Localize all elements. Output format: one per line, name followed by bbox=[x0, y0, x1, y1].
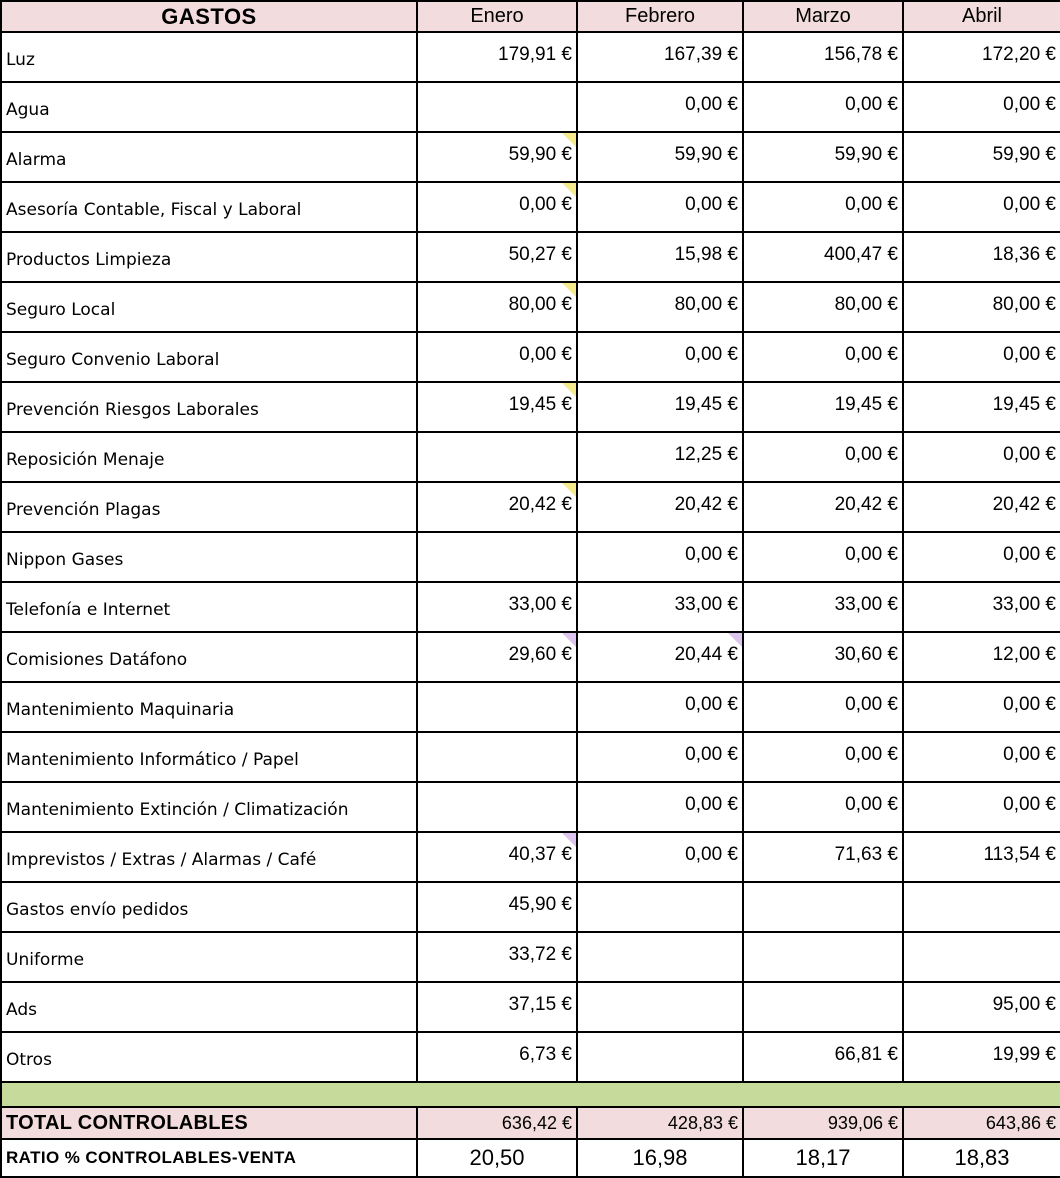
total-value-cell-marzo[interactable]: 939,06 € bbox=[743, 1107, 903, 1139]
expense-label-cell[interactable]: Mantenimiento Maquinaria bbox=[1, 682, 417, 732]
expense-value-cell-marzo[interactable] bbox=[743, 982, 903, 1032]
expense-value-cell-abril[interactable]: 0,00 € bbox=[903, 682, 1060, 732]
expense-value-cell-enero[interactable]: 179,91 € bbox=[417, 32, 577, 82]
month-header-enero[interactable]: Enero bbox=[417, 1, 577, 32]
expense-value-cell-febrero[interactable]: 0,00 € bbox=[577, 832, 743, 882]
expense-label-cell[interactable]: Imprevistos / Extras / Alarmas / Café bbox=[1, 832, 417, 882]
expense-label-cell[interactable]: Agua bbox=[1, 82, 417, 132]
month-header-abril[interactable]: Abril bbox=[903, 1, 1060, 32]
separator-row bbox=[1, 1082, 1060, 1107]
expense-value-cell-marzo[interactable] bbox=[743, 882, 903, 932]
header-row bbox=[1, 1, 1060, 32]
table-row bbox=[1, 482, 1060, 532]
expense-label-cell[interactable]: Seguro Local bbox=[1, 282, 417, 332]
total-value-cell-febrero[interactable]: 428,83 € bbox=[577, 1107, 743, 1139]
table-row bbox=[1, 932, 1060, 982]
comment-indicator-icon[interactable] bbox=[562, 383, 576, 397]
expense-value-cell-enero[interactable] bbox=[417, 432, 577, 482]
expense-value-cell-enero[interactable]: 37,15 € bbox=[417, 982, 577, 1032]
expense-value-cell-marzo[interactable]: 0,00 € bbox=[743, 532, 903, 582]
comment-indicator-icon[interactable] bbox=[728, 633, 742, 647]
total-label-cell[interactable]: TOTAL CONTROLABLES bbox=[1, 1107, 417, 1139]
expense-value-cell-febrero[interactable] bbox=[577, 932, 743, 982]
expense-value-cell-febrero[interactable]: 80,00 € bbox=[577, 282, 743, 332]
expense-value-cell-febrero[interactable] bbox=[577, 982, 743, 1032]
expense-value-cell-abril[interactable]: 0,00 € bbox=[903, 732, 1060, 782]
table-row bbox=[1, 132, 1060, 182]
expense-value-cell-febrero[interactable] bbox=[577, 882, 743, 932]
expense-value-cell-febrero[interactable]: 0,00 € bbox=[577, 532, 743, 582]
expense-value-cell-abril[interactable]: 0,00 € bbox=[903, 332, 1060, 382]
total-row bbox=[1, 1107, 1060, 1139]
comment-indicator-icon[interactable] bbox=[562, 633, 576, 647]
expense-value-cell-enero[interactable]: 33,00 € bbox=[417, 582, 577, 632]
expense-value-cell-abril[interactable]: 0,00 € bbox=[903, 82, 1060, 132]
table-row bbox=[1, 682, 1060, 732]
expense-value-cell-febrero[interactable]: 0,00 € bbox=[577, 732, 743, 782]
expense-value-cell-abril[interactable]: 0,00 € bbox=[903, 182, 1060, 232]
comment-indicator-icon[interactable] bbox=[562, 833, 576, 847]
expense-value-cell-febrero[interactable]: 59,90 € bbox=[577, 132, 743, 182]
expense-value-cell-abril[interactable] bbox=[903, 932, 1060, 982]
expense-label-cell[interactable]: Prevención Plagas bbox=[1, 482, 417, 532]
expense-value-cell-marzo[interactable]: 0,00 € bbox=[743, 782, 903, 832]
total-value-cell-abril[interactable]: 643,86 € bbox=[903, 1107, 1060, 1139]
table-row bbox=[1, 732, 1060, 782]
table-row bbox=[1, 632, 1060, 682]
expense-value-cell-abril[interactable]: 12,00 € bbox=[903, 632, 1060, 682]
table-row bbox=[1, 1032, 1060, 1082]
expense-label-cell[interactable]: Ads bbox=[1, 982, 417, 1032]
ratio-label-cell[interactable]: RATIO % CONTROLABLES-VENTA bbox=[1, 1139, 417, 1177]
expense-value-cell-febrero[interactable]: 0,00 € bbox=[577, 782, 743, 832]
expense-value-cell-enero[interactable]: 0,00 € bbox=[417, 332, 577, 382]
expense-value-cell-marzo[interactable]: 80,00 € bbox=[743, 282, 903, 332]
expense-value-cell-enero[interactable]: 20,42 € bbox=[417, 482, 577, 532]
expense-value-cell-marzo[interactable]: 59,90 € bbox=[743, 132, 903, 182]
expense-value-cell-abril[interactable]: 19,99 € bbox=[903, 1032, 1060, 1082]
expense-label-cell[interactable]: Uniforme bbox=[1, 932, 417, 982]
expense-value-cell-marzo[interactable]: 0,00 € bbox=[743, 332, 903, 382]
expense-value-cell-marzo[interactable]: 0,00 € bbox=[743, 732, 903, 782]
expense-value-cell-abril[interactable]: 172,20 € bbox=[903, 32, 1060, 82]
expense-value-cell-abril[interactable]: 19,45 € bbox=[903, 382, 1060, 432]
expense-value-cell-abril[interactable]: 59,90 € bbox=[903, 132, 1060, 182]
expense-value-cell-abril[interactable]: 20,42 € bbox=[903, 482, 1060, 532]
expense-value-cell-febrero[interactable]: 0,00 € bbox=[577, 82, 743, 132]
table-row bbox=[1, 382, 1060, 432]
expense-value-cell-marzo[interactable]: 156,78 € bbox=[743, 32, 903, 82]
comment-indicator-icon[interactable] bbox=[562, 183, 576, 197]
expense-label-cell[interactable]: Asesoría Contable, Fiscal y Laboral bbox=[1, 182, 417, 232]
expense-value-cell-marzo[interactable]: 0,00 € bbox=[743, 432, 903, 482]
separator-cell[interactable] bbox=[1, 1082, 1060, 1107]
table-row bbox=[1, 32, 1060, 82]
expense-label-cell[interactable]: Seguro Convenio Laboral bbox=[1, 332, 417, 382]
expense-value-cell-abril[interactable] bbox=[903, 882, 1060, 932]
expense-value-cell-abril[interactable]: 80,00 € bbox=[903, 282, 1060, 332]
comment-indicator-icon[interactable] bbox=[562, 133, 576, 147]
expense-value-cell-enero[interactable]: 45,90 € bbox=[417, 882, 577, 932]
expense-label-cell[interactable]: Reposición Menaje bbox=[1, 432, 417, 482]
expense-value-cell-abril[interactable]: 0,00 € bbox=[903, 782, 1060, 832]
expense-value-cell-enero[interactable]: 50,27 € bbox=[417, 232, 577, 282]
table-row bbox=[1, 582, 1060, 632]
expense-label-cell[interactable]: Prevención Riesgos Laborales bbox=[1, 382, 417, 432]
ratio-value-cell-febrero[interactable]: 16,98 bbox=[577, 1139, 743, 1177]
table-row bbox=[1, 282, 1060, 332]
ratio-row bbox=[1, 1139, 1060, 1177]
expense-value-cell-febrero[interactable]: 167,39 € bbox=[577, 32, 743, 82]
expense-label-cell[interactable]: Gastos envío pedidos bbox=[1, 882, 417, 932]
expense-value-cell-abril[interactable]: 18,36 € bbox=[903, 232, 1060, 282]
ratio-value-cell-abril[interactable]: 18,83 bbox=[903, 1139, 1060, 1177]
expense-value-cell-enero[interactable]: 40,37 € bbox=[417, 832, 577, 882]
expense-value-cell-enero[interactable]: 33,72 € bbox=[417, 932, 577, 982]
expense-value-cell-enero[interactable] bbox=[417, 732, 577, 782]
total-value-cell-enero[interactable]: 636,42 € bbox=[417, 1107, 577, 1139]
table-row bbox=[1, 232, 1060, 282]
expense-value-cell-marzo[interactable] bbox=[743, 932, 903, 982]
expense-value-cell-febrero[interactable]: 0,00 € bbox=[577, 332, 743, 382]
expense-value-cell-abril[interactable]: 0,00 € bbox=[903, 532, 1060, 582]
expense-value-cell-febrero[interactable]: 15,98 € bbox=[577, 232, 743, 282]
expense-value-cell-marzo[interactable]: 33,00 € bbox=[743, 582, 903, 632]
expense-value-cell-enero[interactable]: 29,60 € bbox=[417, 632, 577, 682]
expense-label-cell[interactable]: Productos Limpieza bbox=[1, 232, 417, 282]
expense-value-cell-marzo[interactable]: 20,42 € bbox=[743, 482, 903, 532]
expense-label-cell[interactable]: Mantenimiento Extinción / Climatización bbox=[1, 782, 417, 832]
expense-value-cell-abril[interactable]: 0,00 € bbox=[903, 432, 1060, 482]
expense-value-cell-enero[interactable]: 80,00 € bbox=[417, 282, 577, 332]
expense-value-cell-marzo[interactable]: 0,00 € bbox=[743, 82, 903, 132]
expense-label-cell[interactable]: Telefonía e Internet bbox=[1, 582, 417, 632]
expense-value-cell-marzo[interactable]: 0,00 € bbox=[743, 182, 903, 232]
expense-label-cell[interactable]: Nippon Gases bbox=[1, 532, 417, 582]
expense-value-cell-enero[interactable]: 0,00 € bbox=[417, 182, 577, 232]
expense-value-cell-marzo[interactable]: 0,00 € bbox=[743, 682, 903, 732]
table-row bbox=[1, 782, 1060, 832]
expense-value-cell-febrero[interactable]: 0,00 € bbox=[577, 682, 743, 732]
expense-value-cell-febrero[interactable]: 0,00 € bbox=[577, 182, 743, 232]
expense-label-cell[interactable]: Luz bbox=[1, 32, 417, 82]
table-row bbox=[1, 332, 1060, 382]
comment-indicator-icon[interactable] bbox=[562, 483, 576, 497]
comment-indicator-icon[interactable] bbox=[562, 283, 576, 297]
expense-value-cell-enero[interactable] bbox=[417, 682, 577, 732]
table-row bbox=[1, 532, 1060, 582]
ratio-value-cell-enero[interactable]: 20,50 bbox=[417, 1139, 577, 1177]
expense-label-cell[interactable]: Alarma bbox=[1, 132, 417, 182]
expense-label-cell[interactable]: Otros bbox=[1, 1032, 417, 1082]
expense-value-cell-abril[interactable]: 113,54 € bbox=[903, 832, 1060, 882]
ratio-value-cell-marzo[interactable]: 18,17 bbox=[743, 1139, 903, 1177]
expense-value-cell-abril[interactable]: 95,00 € bbox=[903, 982, 1060, 1032]
expense-value-cell-marzo[interactable]: 30,60 € bbox=[743, 632, 903, 682]
expense-value-cell-febrero[interactable]: 33,00 € bbox=[577, 582, 743, 632]
expense-value-cell-febrero[interactable]: 20,42 € bbox=[577, 482, 743, 532]
table-row bbox=[1, 182, 1060, 232]
expense-label-cell[interactable]: Comisiones Datáfono bbox=[1, 632, 417, 682]
expense-value-cell-enero[interactable]: 19,45 € bbox=[417, 382, 577, 432]
expense-value-cell-febrero[interactable] bbox=[577, 1032, 743, 1082]
expense-value-cell-enero[interactable]: 59,90 € bbox=[417, 132, 577, 182]
expense-value-cell-febrero[interactable]: 20,44 € bbox=[577, 632, 743, 682]
expense-value-cell-enero[interactable]: 6,73 € bbox=[417, 1032, 577, 1082]
expense-value-cell-abril[interactable]: 33,00 € bbox=[903, 582, 1060, 632]
table-row bbox=[1, 832, 1060, 882]
table-title[interactable]: GASTOS bbox=[1, 1, 417, 32]
table-row bbox=[1, 982, 1060, 1032]
expense-value-cell-marzo[interactable]: 19,45 € bbox=[743, 382, 903, 432]
month-header-marzo[interactable]: Marzo bbox=[743, 1, 903, 32]
expense-value-cell-enero[interactable] bbox=[417, 532, 577, 582]
table-row bbox=[1, 432, 1060, 482]
table-row bbox=[1, 882, 1060, 932]
expense-value-cell-febrero[interactable]: 19,45 € bbox=[577, 382, 743, 432]
month-header-febrero[interactable]: Febrero bbox=[577, 1, 743, 32]
expense-value-cell-marzo[interactable]: 400,47 € bbox=[743, 232, 903, 282]
expense-value-cell-marzo[interactable]: 66,81 € bbox=[743, 1032, 903, 1082]
expense-label-cell[interactable]: Mantenimiento Informático / Papel bbox=[1, 732, 417, 782]
expense-value-cell-marzo[interactable]: 71,63 € bbox=[743, 832, 903, 882]
table-row bbox=[1, 82, 1060, 132]
expense-value-cell-enero[interactable] bbox=[417, 782, 577, 832]
expense-value-cell-enero[interactable] bbox=[417, 82, 577, 132]
expense-value-cell-febrero[interactable]: 12,25 € bbox=[577, 432, 743, 482]
